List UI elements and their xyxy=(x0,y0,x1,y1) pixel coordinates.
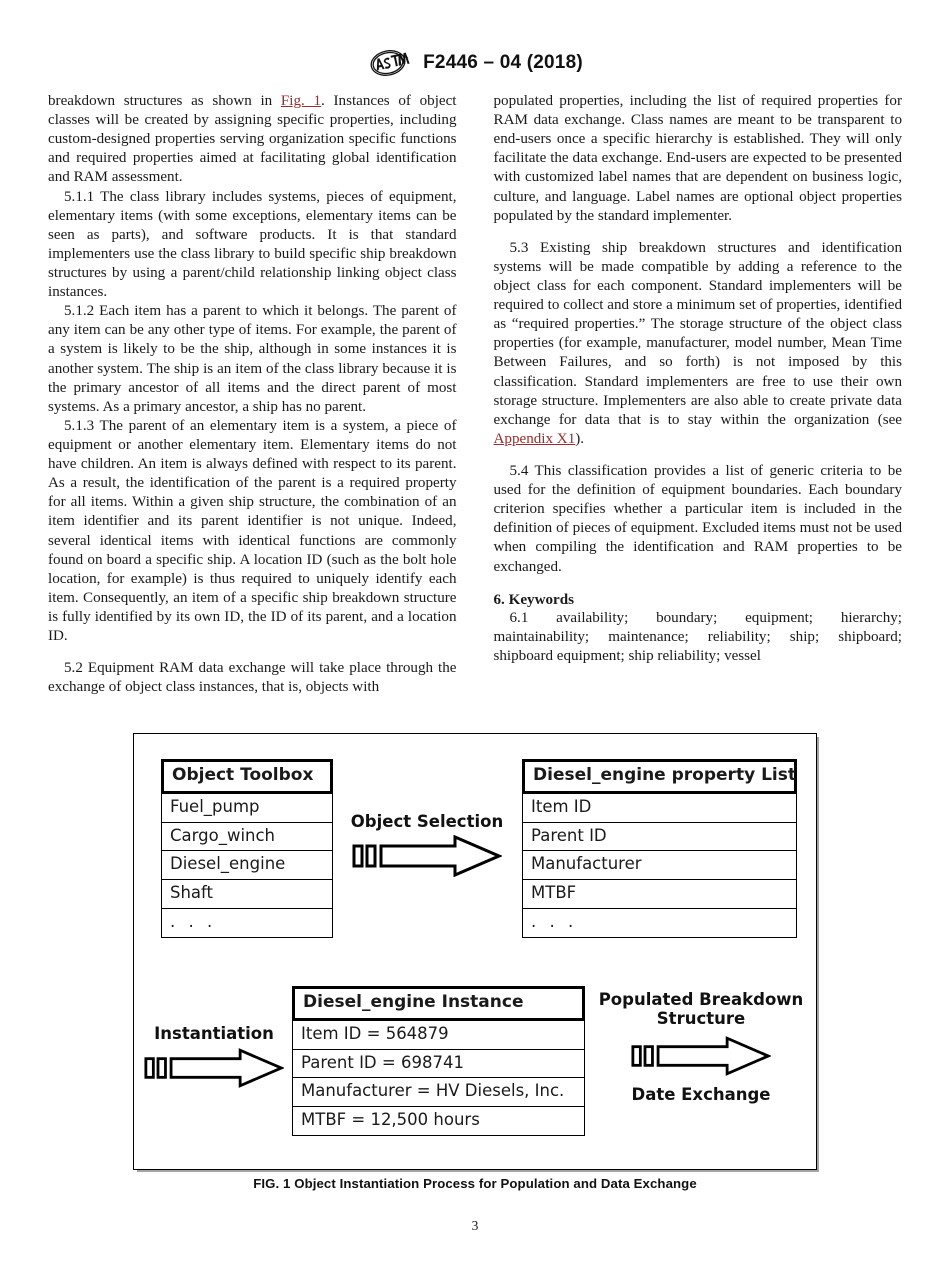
property-list-row[interactable]: Parent ID xyxy=(522,823,797,852)
property-list-row[interactable]: Item ID xyxy=(522,794,797,823)
property-list-title: Diesel_engine property List xyxy=(522,759,797,794)
paragraph-continued-pre: breakdown structures as shown in xyxy=(48,93,281,109)
body-columns xyxy=(48,92,902,697)
figure-caption: FIG. 1 Object Instantiation Process for Population and Data Exchange xyxy=(253,1176,697,1191)
astm-logo-icon xyxy=(367,48,411,78)
paragraph-5-2-continued: populated properties, including the list of required properties for RAM data exchange. Class names are meant to be transparent to end-users once a specific hierarchy is established. They will only facilitate the data exchange. End-users are expected to be presented with customized label names that are dependent on business logic, culture, and language. Label names are optional object properties populated by the standard implementer. xyxy=(493,93,902,224)
object-selection-label: Object Selection xyxy=(350,812,504,831)
page-number: 3 xyxy=(471,1218,479,1233)
instance-row[interactable]: MTBF = 12,500 hours xyxy=(292,1107,585,1136)
populated-breakdown-label-line1: Populated Breakdown xyxy=(598,990,804,1009)
object-toolbox-row[interactable]: Fuel_pump xyxy=(161,794,333,823)
property-list-panel xyxy=(522,759,797,938)
object-toolbox-row[interactable]: Diesel_engine xyxy=(161,851,333,880)
paragraph-continued xyxy=(48,92,457,188)
link-fig-1[interactable]: Fig. 1 xyxy=(280,93,322,109)
object-toolbox-title: Object Toolbox xyxy=(161,759,333,794)
paragraph-5-3-pre: 5.3 Existing ship breakdown structures and identification systems will be made compatible by adding a reference to the object class for each component. Standard implementers will be required to collect and store a minimum set of properties, identified as “required properties.” The storage structure of the object class properties (for example, manufacturer, model number, Mean Time Between Failures, and so forth) is not imposed by this classification. Standard implementers are free to use their own storage structure. Implementers are also able to create private data exchange for data that is to stay within the organization (see xyxy=(493,239,902,428)
object-toolbox-panel xyxy=(161,759,333,938)
left-column xyxy=(48,92,457,697)
populated-breakdown-label-line2: Structure xyxy=(656,1009,746,1029)
object-toolbox-row[interactable]: Cargo_winch xyxy=(161,823,333,852)
instance-row[interactable]: Item ID = 564879 xyxy=(292,1021,585,1050)
instantiation-arrow-group xyxy=(136,1024,292,1089)
populated-breakdown-arrow-group xyxy=(586,990,816,1104)
figure-1 xyxy=(133,733,817,1170)
paragraph-5-1-3: 5.1.3 The parent of an elementary item is a system, a piece of equipment or another elementary item. Elementary items do not have children. An item is always defined with respect to its parent. As a result, the identification of the parent is a required property for all items. Within a given ship structure, the combination of an item identifier and its parent identifier is not unique. Indeed, several identical items with identical functions are commonly found on board a specific ship. A location ID (such as the bolt hole location, for example) is thus required to uniquely identify each item. Consequently, an item of a specific ship breakdown structure is fully identified by its own ID, the ID of its parent, and a location ID. xyxy=(48,417,457,645)
property-list-row[interactable]: MTBF xyxy=(522,880,797,909)
object-toolbox-row[interactable]: Shaft xyxy=(161,880,333,909)
property-list-row-ellipsis: . . . xyxy=(522,909,797,938)
paragraph-6-1: 6.1 availability; boundary; equipment; hierarchy; maintainability; maintenance; reliability; ship; shipboard; shipboard equipment; ship reliability; vessel xyxy=(493,609,902,664)
right-column xyxy=(494,92,903,697)
paragraph-5-4: 5.4 This classification provides a list of generic criteria to be used for the definition of equipment boundaries. Each boundary criterion specifies whether a particular item is included in the definition of pieces of equipment. Excluded items must not be used when compiling the identification and RAM properties to be exchanged. xyxy=(493,462,902,575)
block-arrow-right-icon xyxy=(144,1047,284,1089)
property-list-row[interactable]: Manufacturer xyxy=(522,851,797,880)
heading-keywords: 6. Keywords xyxy=(493,591,574,608)
block-arrow-right-icon xyxy=(631,1035,771,1077)
date-exchange-label: Date Exchange xyxy=(631,1084,771,1104)
paragraph-5-3-post: ). xyxy=(575,430,585,447)
link-appendix-x1[interactable]: Appendix X1 xyxy=(493,430,576,447)
paragraph-continued-post: . Instances of object classes will be created by assigning specific properties, including custom-designed properties serving organization specific functions and required properties aimed at facilitating global identification and RAM assessment. xyxy=(48,93,457,186)
instance-row[interactable]: Manufacturer = HV Diesels, Inc. xyxy=(292,1078,585,1107)
object-selection-arrow-group xyxy=(334,812,520,877)
block-arrow-right-icon xyxy=(352,835,502,877)
page-header xyxy=(0,48,950,78)
instance-row[interactable]: Parent ID = 698741 xyxy=(292,1050,585,1079)
paragraph-5-1-1: 5.1.1 The class library includes systems, pieces of equipment, elementary items (with some exceptions, elementary items can be seen as parts), and software products. It is that standard implementers use the class library to build specific ship breakdown structures by using a parent/child relationship linking object class instances. xyxy=(48,188,457,301)
object-toolbox-row-ellipsis: . . . xyxy=(161,909,333,938)
paragraph-5-3 xyxy=(494,239,903,449)
paragraph-5-1-2: 5.1.2 Each item has a parent to which it belongs. The parent of any item can be any other type of items. For example, the parent of a system is likely to be the ship, although in some instances it is another system. The ship is an item of the class library because it is the primary ancestor of all items and the direct parent of most systems. As a primary ancestor, a ship has no parent. xyxy=(48,303,457,415)
document-number: F2446 – 04 (2018) xyxy=(423,52,583,73)
instance-title: Diesel_engine Instance xyxy=(292,986,585,1021)
instantiation-label: Instantiation xyxy=(154,1024,274,1043)
paragraph-5-2: 5.2 Equipment RAM data exchange will take place through the exchange of object class instances, that is, objects with xyxy=(48,660,457,696)
instance-panel xyxy=(292,986,585,1136)
